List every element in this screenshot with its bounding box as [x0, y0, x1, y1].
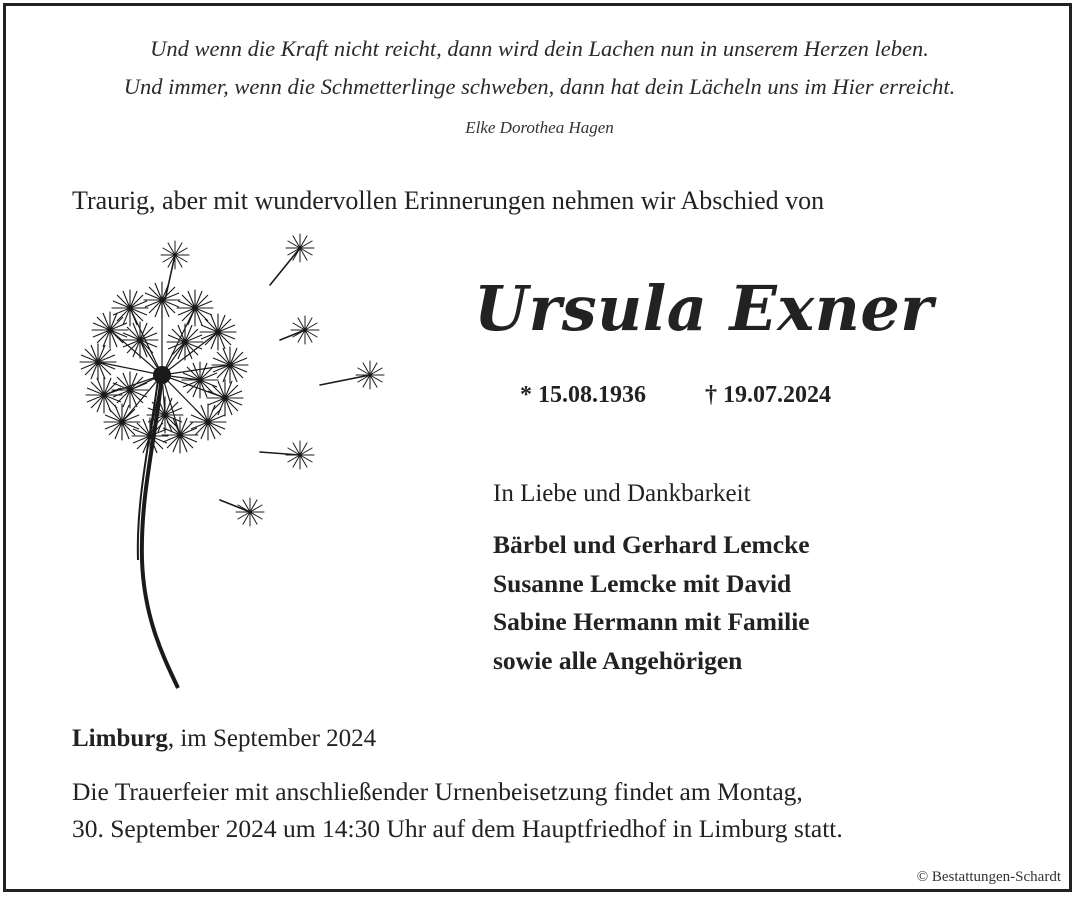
intro-text: Traurig, aber mit wundervollen Erinnerungen nehmen wir Abschied von	[72, 186, 825, 215]
ceremony-line-1: Die Trauerfeier mit anschließender Urnenbeisetzung findet am Montag,	[72, 777, 803, 806]
mourners-list	[493, 526, 810, 680]
mourner-name: Susanne Lemcke mit David	[493, 568, 792, 598]
deceased-name: Ursula Exner	[474, 272, 934, 345]
mourner-name: sowie alle Angehörigen	[493, 645, 743, 675]
birth-date: * 15.08.1936	[520, 382, 646, 408]
mourner-name: Bärbel und Gerhard Lemcke	[493, 530, 810, 559]
dandelion-icon	[70, 230, 400, 700]
ceremony-line-2: 30. September 2024 um 14:30 Uhr auf dem Hauptfriedhof in Limburg statt.	[72, 814, 843, 843]
poem-author: Elke Dorothea Hagen	[465, 118, 614, 137]
place-city: Limburg	[72, 725, 168, 752]
place-date: , im September 2024	[167, 725, 377, 752]
ceremony-info	[72, 773, 843, 847]
copyright-text: © Bestattungen-Schardt	[916, 869, 1061, 885]
mourner-name: Sabine Hermann mit Familie	[493, 607, 810, 636]
poem-line-1: Und wenn die Kraft nicht reicht, dann wird dein Lachen nun in unserem Herzen leben.	[150, 36, 929, 61]
poem-line-2: Und immer, wenn die Schmetterlinge schweben, dann hat dein Lächeln uns im Hier erreicht.	[123, 74, 956, 99]
place-and-date	[72, 725, 376, 753]
dedication-text: In Liebe und Dankbarkeit	[493, 480, 751, 507]
death-date: † 19.07.2024	[705, 382, 831, 408]
